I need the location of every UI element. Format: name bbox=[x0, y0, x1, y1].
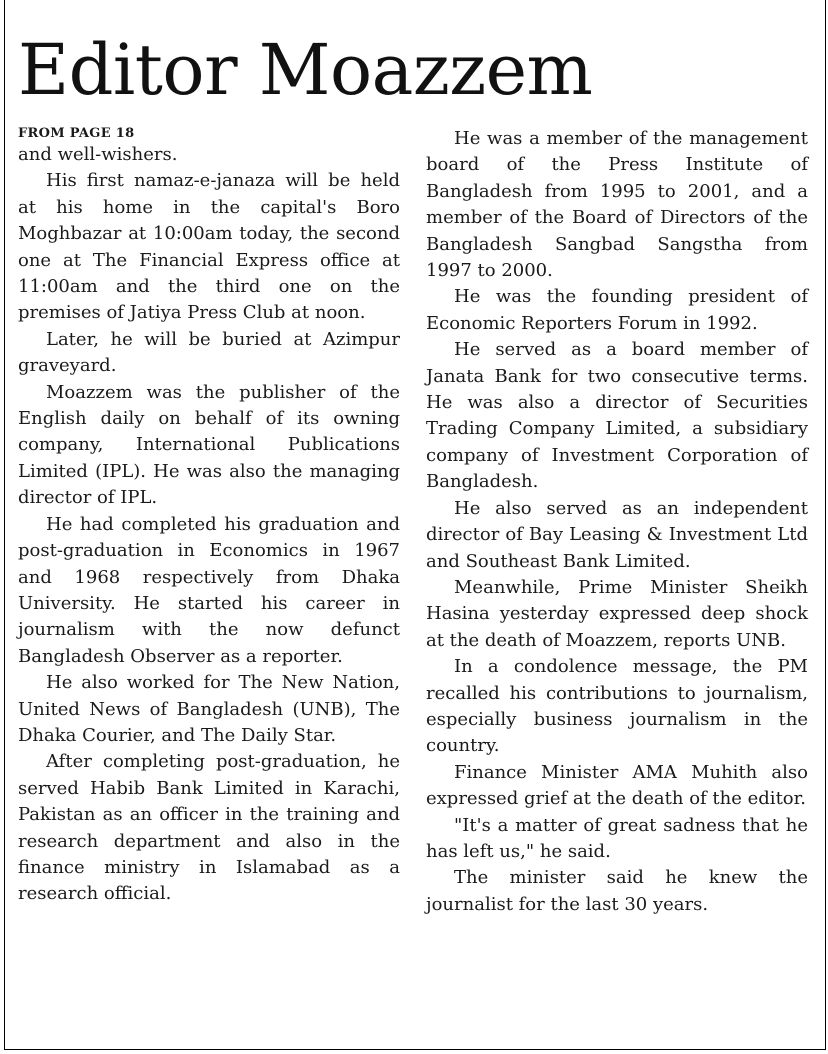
paragraph: "It's a matter of great sadness that he has left us," he said. bbox=[426, 814, 808, 862]
paragraph: He also served as an independent director of Bay Leasing & Investment Ltd and Southeast Bank Limited. bbox=[426, 497, 808, 572]
paragraph: He was the founding president of Economic Reporters Forum in 1992. bbox=[426, 286, 808, 334]
paragraph: Moazzem was the publisher of the English daily on behalf of its owning company, International Publications Limited (IPL). He was also the managing director of IPL. bbox=[18, 381, 400, 509]
paragraph: He served as a board member of Janata Bank for two consecutive terms. He was also a director of Securities Trading Company Limited, a subsidiary company of Investment Corporation of Bangladesh. bbox=[426, 339, 808, 493]
paragraph: After completing post-graduation, he served Habib Bank Limited in Karachi, Pakistan as an officer in the training and research department and also in the finance ministry in Islamabad as a research official. bbox=[18, 751, 400, 905]
paragraph: Later, he will be buried at Azimpur graveyard. bbox=[18, 328, 400, 377]
left-column bbox=[18, 126, 400, 908]
headline: Editor Moazzem bbox=[18, 29, 593, 111]
jump-line: FROM PAGE 18 bbox=[18, 126, 135, 141]
paragraph: He had completed his graduation and post-graduation in Economics in 1967 and 1968 respectively from Dhaka University. He started his career in journalism with the now defunct Bangladesh Observer as a reporter. bbox=[18, 513, 400, 667]
right-column bbox=[426, 126, 808, 918]
paragraph: He was a member of the management board of the Press Institute of Bangladesh from 1995 to 2001, and a member of the Board of Directors of the Bangladesh Sangbad Sangstha from 1997 to 2000. bbox=[426, 128, 808, 282]
paragraph: His first namaz-e-janaza will be held at his home in the capital's Boro Moghbazar at 10:00am today, the second one at The Financial Express office at 11:00am and the third one on the premises of Jatiya Press Club at noon. bbox=[18, 170, 400, 324]
paragraph: and well-wishers. bbox=[18, 144, 178, 165]
paragraph: In a condolence message, the PM recalled his contributions to journalism, especially business journalism in the country. bbox=[426, 656, 808, 757]
paragraph: The minister said he knew the journalist for the last 30 years. bbox=[426, 867, 808, 915]
paragraph: Finance Minister AMA Muhith also expressed grief at the death of the editor. bbox=[426, 761, 808, 810]
paragraph: Meanwhile, Prime Minister Sheikh Hasina yesterday expressed deep shock at the death of Moazzem, reports UNB. bbox=[426, 576, 808, 651]
paragraph: He also worked for The New Nation, United News of Bangladesh (UNB), The Dhaka Courier, and The Daily Star. bbox=[18, 672, 400, 746]
